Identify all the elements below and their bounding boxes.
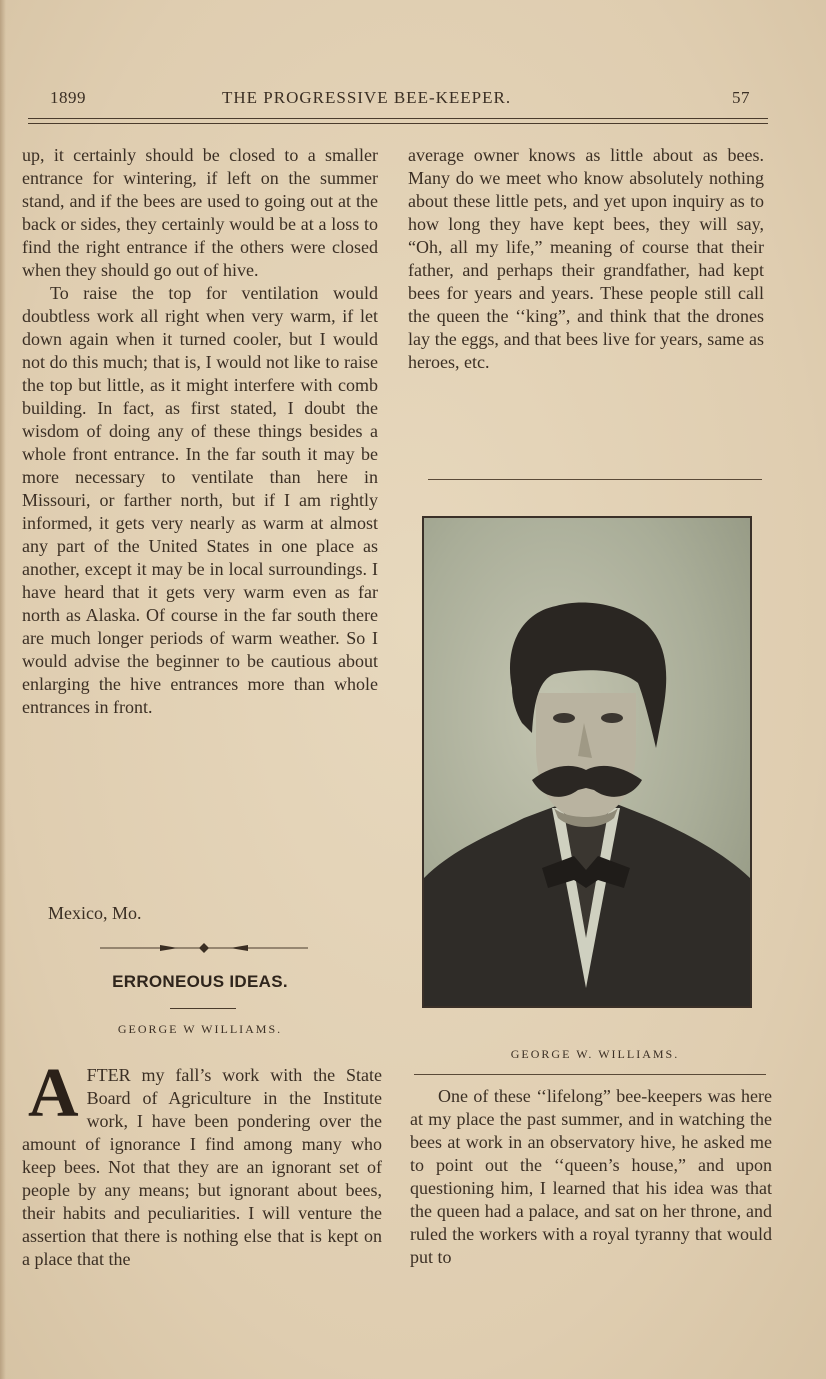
article-signoff: Mexico, Mo.: [48, 903, 142, 923]
article-body-left: [22, 1055, 382, 1271]
photo-caption: GEORGE W. WILLIAMS.: [510, 1047, 680, 1061]
paragraph: up, it certainly should be closed to a smaller entrance for wintering, if left on the summer stand, and if the bees are used to going out at the back or sides, they certainly would be at a loss to find the right entrance if the others were closed when they should go out of hive.: [22, 145, 378, 280]
article-byline: GEORGE W WILLIAMS.: [117, 1022, 283, 1036]
paragraph: average owner knows as little about as bees. Many do we meet who know absolutely nothing about these little pets, and yet upon inquiry as to how long they have kept bees, they will say, “Oh, all my life,” meaning of course that their father, and perhaps their grandfather, had kept bees for years and years. These people still call the queen the ‘‘king”, and think that the drones lay the eggs, and that bees live for years, same as heroes, etc.: [408, 145, 764, 372]
article-body-right: [410, 1085, 772, 1269]
caption-rule: [414, 1074, 766, 1075]
portrait-photo: [422, 516, 752, 1008]
header-title: THE PROGRESSIVE BEE-KEEPER.: [222, 88, 512, 107]
portrait-illustration: [424, 518, 750, 1006]
column-rule: [428, 479, 762, 480]
right-column-text: [408, 144, 764, 374]
drop-cap: A: [28, 1055, 79, 1132]
paragraph: One of these ‘‘lifelong” bee-keepers was here at my place the past summer, and in watching the bees at work in an observatory hive, he asked me to point out the ‘‘queen’s house,” and upon questioning him, I learned that his idea was that the queen had a palace, and sat on her throne, and ruled the workers with a royal tyranny that would put to: [410, 1086, 772, 1267]
article-title: ERRONEOUS IDEAS.: [112, 972, 288, 991]
paragraph: FTER my fall’s work with the State Board of Agriculture in the Institute work, I have been pondering over the amount of ignorance I find among many who keep bees. Not that they are an ignorant set of people by any means; but ignorant about bees, their habits and peculiarities. I will venture the assertion that there is nothing else that is kept on a place that the: [22, 1065, 382, 1269]
section-divider-ornament: [100, 941, 308, 955]
page-binding-shadow: [0, 0, 6, 1379]
running-header: [50, 88, 750, 112]
title-rule: [170, 1008, 236, 1009]
header-double-rule: [28, 118, 768, 124]
paragraph: To raise the top for ventilation would doubtless work all right when very warm, if let down again when it turned cooler, but I would not do this much; that is, I would not like to raise the top but little, as it might interfere with comb building. In fact, as first stated, I doubt the wisdom of doing any of these things besides a whole front entrance. In the far south it may be more necessary to ventilate than here in Missouri, or farther north, but if I am rightly informed, it gets very nearly as warm at almost any part of the United States in one place as another, except it may be in local surroundings. I have heard that it gets very warm even as far north as Alaska. Of course in the far south there are much longer periods of warm weather. So I would advise the beginner to be cautious about enlarging the hive entrances more than whole entrances in front.: [22, 283, 378, 717]
header-year: 1899: [50, 88, 86, 107]
page-number: 57: [732, 88, 750, 107]
left-column-continued-text: [22, 144, 378, 719]
